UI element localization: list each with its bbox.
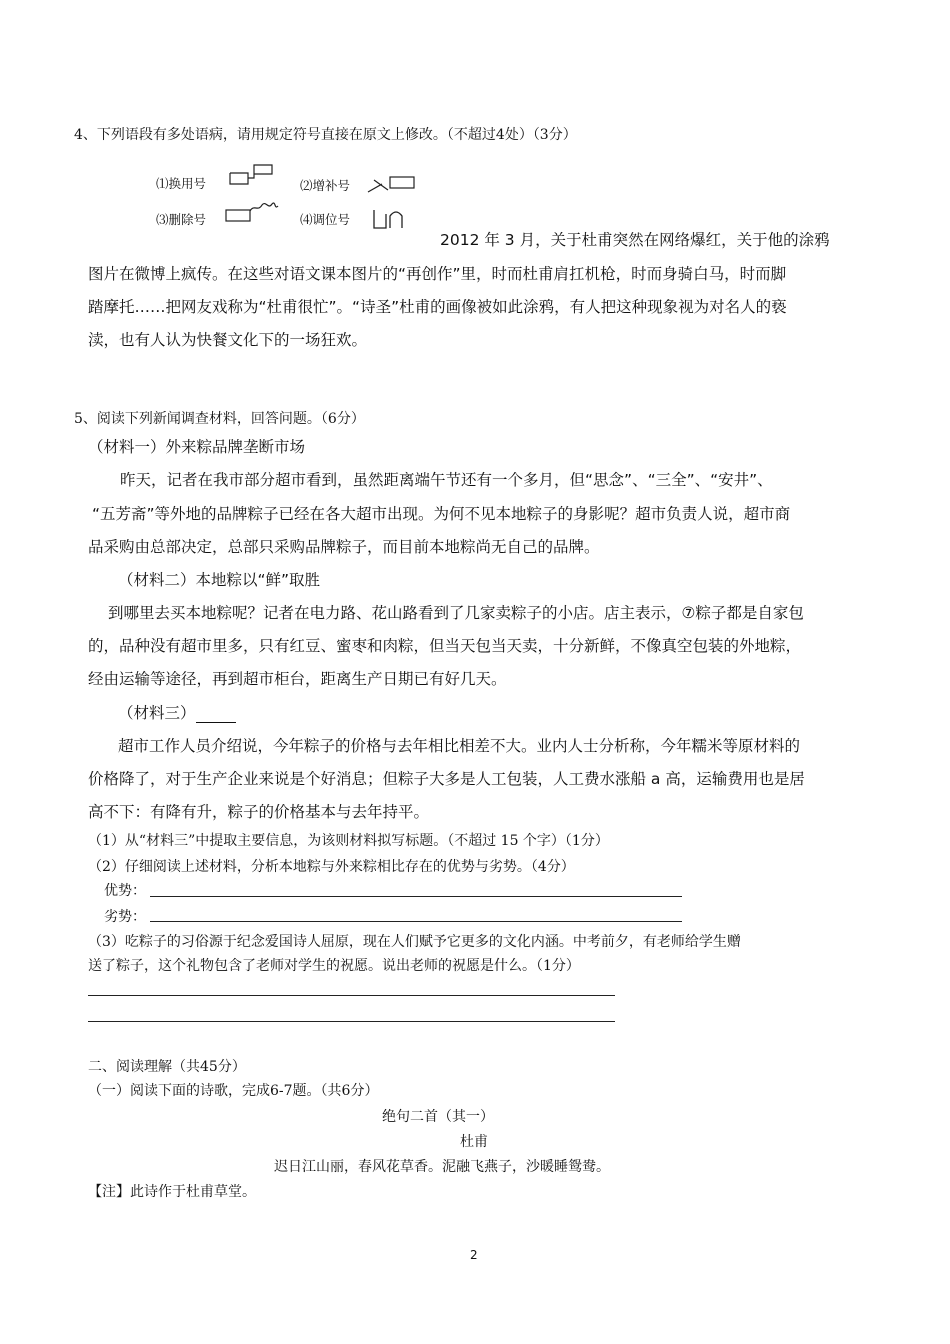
q5-sub1: （1）从“材料三”中提取主要信息，为该则材料拟写标题。（不超过 15 个字）（1分） [88, 833, 609, 849]
q4-passage-line-3: 踏摩托……把网友戏称为“杜甫很忙”。“诗圣”杜甫的画像被如此涂鸦，有人把这种现象视为对名人的亵 [88, 298, 787, 316]
symbol-label-delete: ⑶删除号 [156, 212, 207, 227]
transpose-mark-icon [370, 206, 410, 232]
poem-note: 【注】此诗作于杜甫草堂。 [88, 1184, 256, 1200]
replace-mark-icon [228, 162, 276, 188]
sub3-answer-line-2[interactable] [88, 1021, 615, 1022]
sub3-answer-line-1[interactable] [88, 995, 615, 996]
symbol-label-replace: ⑴换用号 [156, 176, 207, 191]
material2-line-3: 经由运输等途径，再到超市柜台，距离生产日期已有好几天。 [88, 670, 507, 688]
disadvantage-label: 劣势： [104, 909, 146, 925]
material1-line-2: “五芳斋”等外地的品牌粽子已经在各大超市出现。为何不见本地粽子的身影呢？超市负责人说，超市商 [92, 505, 791, 523]
page-number: 2 [470, 1248, 478, 1262]
material3-line-1: 超市工作人员介绍说，今年粽子的价格与去年相比相差不大。业内人士分析称，今年糯米等原材料的 [118, 737, 801, 755]
material1-line-1: 昨天，记者在我市部分超市看到，虽然距离端午节还有一个多月，但“思念”、“三全”、“安井”、 [120, 471, 773, 489]
poem-text: 迟日江山丽，春风花草香。泥融飞燕子，沙暖睡鸳鸯。 [274, 1159, 610, 1175]
material3-title-row [118, 701, 236, 723]
material3-title: （材料三） [118, 704, 196, 722]
material3-line-2: 价格降了，对于生产企业来说是个好消息；但粽子大多是人工包装，人工费水涨船 a 高，运输费用也是居 [88, 770, 805, 788]
section2-part1: （一）阅读下面的诗歌，完成6-7题。（共6分） [88, 1083, 379, 1099]
q4-title: 4、下列语段有多处语病，请用规定符号直接在原文上修改。（不超过4处）（3分） [74, 127, 577, 143]
q5-sub2: （2）仔细阅读上述材料，分析本地粽与外来粽相比存在的优势与劣势。（4分） [88, 859, 575, 875]
q4-passage-line-1: 2012 年 3 月，关于杜甫突然在网络爆红，关于他的涂鸦 [440, 231, 830, 249]
insert-mark-icon [366, 172, 418, 194]
material2-line-1: 到哪里去买本地粽呢？记者在电力路、花山路看到了几家卖粽子的小店。店主表示，⑦粽子都是自家包 [108, 604, 804, 622]
disadvantage-answer-line[interactable] [150, 921, 682, 922]
symbol-label-transpose: ⑷调位号 [300, 212, 351, 227]
q5-sub3-line-1: （3）吃粽子的习俗源于纪念爱国诗人屈原，现在人们赋予它更多的文化内涵。中考前夕，有老师给学生赠 [88, 934, 741, 950]
material1-title: （材料一）外来粽品牌垄断市场 [88, 438, 306, 456]
material1-line-3: 品采购由总部决定，总部只采购品牌粽子，而目前本地粽尚无自己的品牌。 [88, 538, 600, 556]
q5-sub3-line-2: 送了粽子，这个礼物包含了老师对学生的祝愿。说出老师的祝愿是什么。（1分） [88, 958, 580, 974]
advantage-label: 优势： [104, 883, 146, 899]
material3-title-blank[interactable] [196, 708, 236, 723]
material2-title: （材料二）本地粽以“鲜”取胜 [118, 571, 321, 589]
section2-title: 二、阅读理解（共45分） [88, 1059, 246, 1075]
q4-passage-line-2: 图片在微博上疯传。在这些对语文课本图片的“再创作”里，时而杜甫肩扛机枪，时而身骑白马，时而脚 [88, 265, 787, 283]
material2-line-2: 的，品种没有超市里多，只有红豆、蜜枣和肉粽，但当天包当天卖，十分新鲜，不像真空包装的外地粽， [88, 637, 802, 655]
poem-title: 绝句二首（其一） [382, 1109, 494, 1125]
q4-passage-line-4: 渎，也有人认为快餐文化下的一场狂欢。 [88, 331, 368, 349]
symbol-label-insert: ⑵增补号 [300, 178, 351, 193]
q5-title: 5、阅读下列新闻调查材料，回答问题。（6分） [74, 411, 365, 427]
material3-line-3: 高不下：有降有升，粽子的价格基本与去年持平。 [88, 803, 430, 821]
poem-author: 杜甫 [460, 1134, 488, 1150]
delete-mark-icon [224, 198, 280, 224]
advantage-answer-line[interactable] [150, 896, 682, 897]
